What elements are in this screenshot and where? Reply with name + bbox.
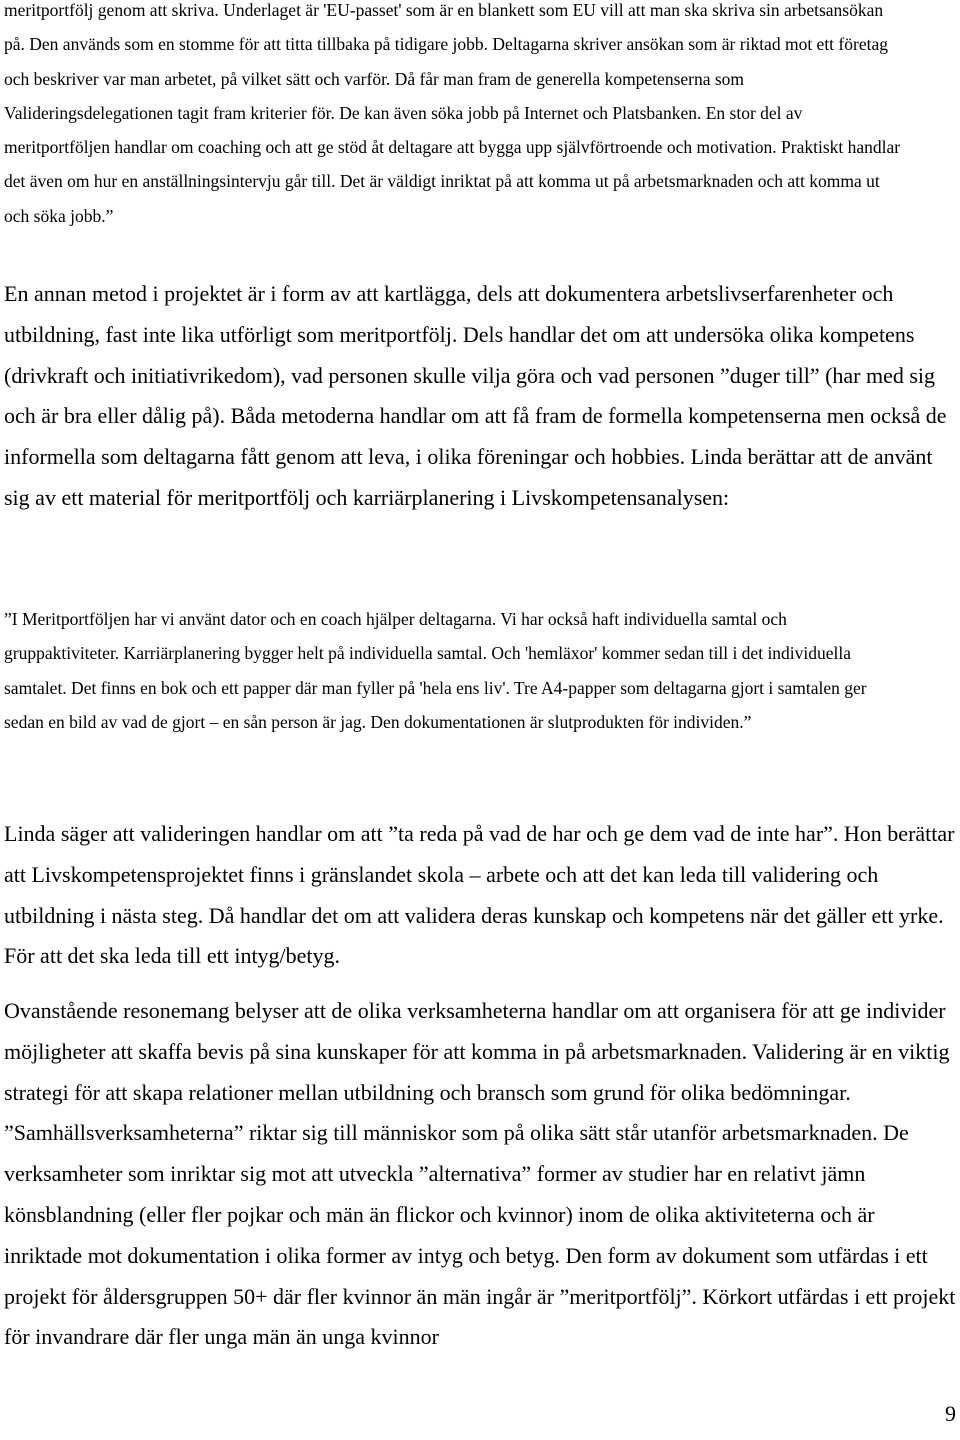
paragraph-meritportfolj-continuation: meritportfölj genom att skriva. Underlaget är 'EU-passet' som är en blankett som EU vill att man ska skriva sin arbetsansökan på. Den används som en stomme för att titta tillbaka på tidigare jobb. Deltagarna skriver ansökan som är riktad mot ett företag och beskriver var man arbetet, på vilket sätt och varför. Då får man fram de generella kompetenserna som Valideringsdelegationen tagit fram kriterier för. De kan även söka jobb på Internet och Platsbanken. En stor del av meritportföljen handlar om coaching och att ge stöd åt deltagare att bygga upp självförtroende och motivation. Praktiskt handlar det även om hur en anställningsintervju går till. Det är väldigt inriktat på att komma ut på arbetsmarknaden och att komma ut och söka jobb.” xyxy=(4,0,901,226)
paragraph-quote-meritportfoljen: ”I Meritportföljen har vi använt dator och en coach hjälper deltagarna. Vi har också haft individuella samtal och gruppaktiviteter. Karriärplanering bygger helt på individuella samtal. Och 'hemläxor' kommer sedan till i det individuella samtalet. Det finns en bok och ett papper där man fyller på 'hela ens liv'. Tre A4-papper som deltagarna gjort i samtalen ger sedan en bild av vad de gjort – en sån person är jag. Den dokumentationen är slutprodukten för individen.” xyxy=(4,609,867,732)
paragraph-validering: Linda säger att valideringen handlar om att ”ta reda på vad de har och ge dem vad de inte har”. Hon berättar att Livskompetensprojektet finns i gränslandet skola – arbete och att det kan leda till validering och utbildning i nästa steg. Då handlar det om att validera deras kunskap och kompetens när det gäller ett yrke. För att det ska leda till ett intyg/betyg. xyxy=(4,821,955,969)
paragraph-resonemang: Ovanstående resonemang belyser att de olika verksamheterna handlar om att organisera för att ge individer möjligheter att skaffa bevis på sina kunskaper för att komma in på arbetsmarknaden. Validering är en viktig strategi för att skapa relationer mellan utbildning och bransch som grund för olika bedömningar. ”Samhällsverksamheterna” riktar sig till människor som på olika sätt står utanför arbetsmarknaden. De verksamheter som inriktar sig mot att utveckla ”alternativa” former av studier har en relativt jämn könsblandning (eller fler pojkar och män än flickor och kvinnor) inom de olika aktiviteterna och är inriktade mot dokumentation i olika former av intyg och betyg. Den form av dokument som utfärdas i ett projekt för åldersgruppen 50+ där fler kvinnor än män ingår är ”meritportfölj”. Körkort utfärdas i ett projekt för invandrare där fler unga män än unga kvinnor xyxy=(4,998,956,1350)
page-number: 9 xyxy=(945,1401,956,1426)
paragraph-kartlaggning-method: En annan metod i projektet är i form av att kartlägga, dels att dokumentera arbetslivserfarenheter och utbildning, fast inte lika utförligt som meritportfölj. Dels handlar det om att undersöka olika kompetens (drivkraft och initiativrikedom), vad personen skulle vilja göra och vad personen ”duger till” (har med sig och är bra eller dålig på). Båda metoderna handlar om att få fram de formella kompetenserna men också de informella som deltagarna fått genom att leva, i olika föreningar och hobbies. Linda berättar att de använt sig av ett material för meritportfölj och karriärplanering i Livskompetensanalysen: xyxy=(4,281,947,510)
